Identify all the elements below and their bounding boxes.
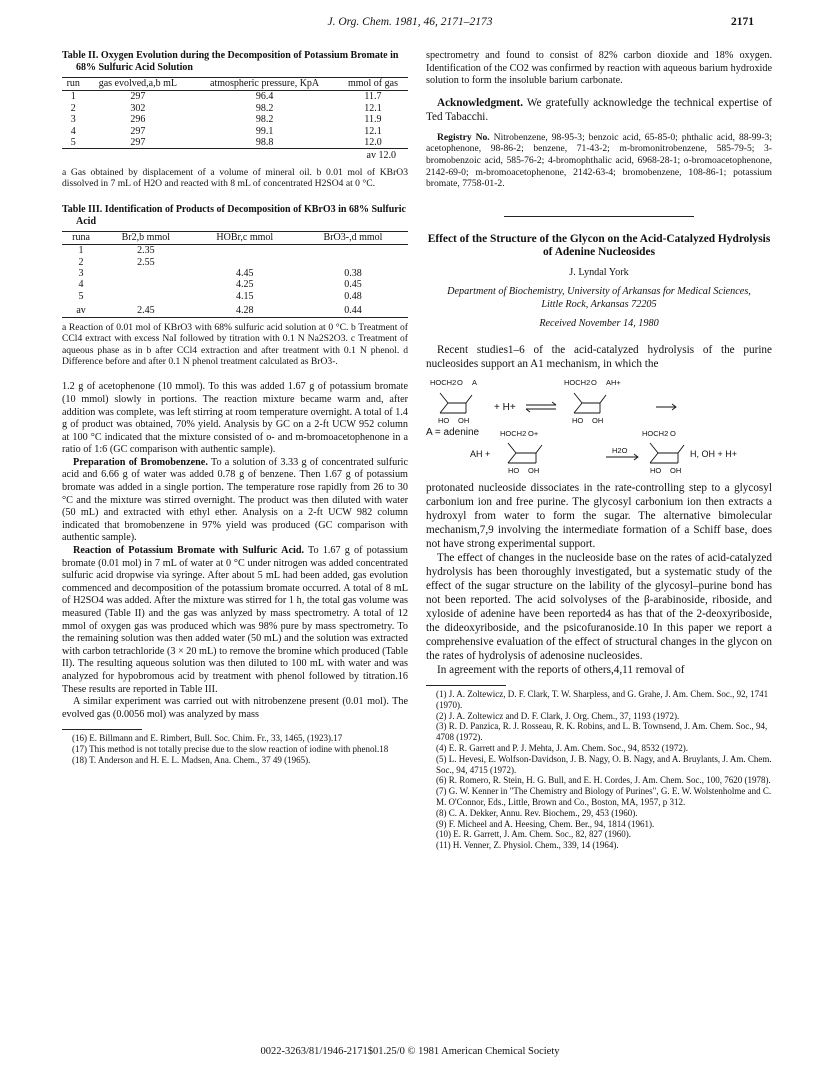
- paragraph-intro: Recent studies1–6 of the acid-catalyzed hydrolysis of the purine nucleosides support an A1 mechanism, in which the: [426, 343, 772, 370]
- paragraph-bromobenzene-text: To a solution of 3.33 g of concentrated sulfuric acid and 6.66 g of water was added 0.78 g of benzene. Then 1.67 g of potassium bromate was added in a single portion. The temperature rose rapidly from 26 to 30 °C and the mixture was stirred overnight. The product was then diluted with water (50 mL) and extracted with ethyl ether. Analysis on a 2-ft UCW 982 column indicated that bromobenzene in 97% yield was produced (GC comparison with authentic sample).: [62, 456, 408, 544]
- scheme-ho-4: HO: [650, 465, 662, 475]
- table-cell: 296: [130, 114, 146, 126]
- table2: [62, 77, 408, 149]
- footnote: (9) F. Micheel and A. Heesing, Chem. Ber., 94, 1814 (1961).: [436, 818, 655, 829]
- right-column: [426, 50, 772, 851]
- table-cell: 297: [130, 91, 146, 103]
- table-cell: 297: [130, 137, 146, 149]
- table-cell: av: [76, 305, 86, 317]
- table-cell: 4.15: [236, 290, 254, 302]
- scheme-a: A: [472, 377, 478, 387]
- table2-caption: Table II. Oxygen Evolution during the Decomposition of Potassium Bromate in 68% Sulfuric Acid Solution: [62, 50, 399, 73]
- table-cell: 11.9: [364, 114, 382, 126]
- table-cell: 0.48: [344, 290, 362, 302]
- table-cell: 5: [78, 290, 84, 302]
- table-average-row: [62, 302, 408, 317]
- footnote: (2) J. A. Zoltewicz and D. F. Clark, J. Org. Chem., 37, 1193 (1972).: [436, 710, 680, 721]
- footnote-divider-right: [426, 685, 506, 686]
- footnote: (3) R. D. Panzica, R. J. Rosseau, R. K. Robins, and L. B. Townsend, J. Am. Chem. Soc., 94, 4708 (1972).: [436, 721, 768, 743]
- footnote: (5) L. Hevesi, E. Wolfson-Davidson, J. B. Nagy, O. B. Nagy, and A. Bruylants, J. Am. Chem. Soc., 94, 4715 (1972).: [436, 753, 772, 775]
- table-row: [62, 257, 408, 268]
- footnote: (18) T. Anderson and H. E. L. Madsen, Ana. Chem., 37 49 (1965).: [72, 754, 311, 765]
- table-cell: [100, 268, 192, 279]
- scheme-ring-o-4: O: [670, 428, 676, 438]
- scheme-ho-2: HO: [572, 415, 584, 425]
- table-row: [62, 91, 408, 103]
- received-date: Received November 14, 1980: [539, 318, 659, 330]
- paragraph-spectrometry: spectrometry and found to consist of 82% carbon dioxide and 18% oxygen. Identification of the CO2 was confirmed by reaction with aqueous barium hydroxide solution to form the insoluble barium carbonate.: [426, 50, 772, 87]
- table-cell: 4.25: [236, 279, 254, 291]
- footnote: (10) E. R. Garrett, J. Am. Chem. Soc., 82, 827 (1960).: [436, 829, 631, 840]
- paragraph-nitrobenzene: A similar experiment was carried out with nitrobenzene present (0.01 mol). The evolved gas (0.0056 mol) was analyzed by mass: [62, 696, 408, 720]
- registry-numbers: [426, 132, 772, 190]
- right-footnotes: [426, 689, 772, 851]
- table-cell: 12.1: [364, 102, 382, 114]
- table-cell: [298, 245, 408, 257]
- table3: [62, 231, 408, 318]
- footnote: (16) E. Billmann and E. Rimbert, Bull. Soc. Chim. Fr., 33, 1465, (1923).17: [72, 733, 343, 744]
- footnote: (11) H. Venner, Z. Physiol. Chem., 339, 14 (1964).: [436, 840, 619, 851]
- table3-header-cell: Br2,b mmol: [100, 231, 192, 244]
- scheme-hoch2-2: HOCH2: [564, 377, 591, 387]
- acknowledgment-text: We gratefully acknowledge the technical expertise of Ted Tabacchi.: [426, 96, 772, 123]
- table-cell: [100, 291, 192, 302]
- table-cell: [298, 257, 408, 268]
- table-cell: 2: [70, 102, 76, 114]
- hydrolysis-scheme: [426, 373, 772, 477]
- footnote: (17) This method is not totally precise due to the slow reaction of iodine with phenol.18: [72, 744, 389, 755]
- table-row: [62, 245, 408, 257]
- table2-header-cell: mmol of gas: [338, 78, 408, 91]
- table2-header-cell: atmospheric pressure, KpA: [191, 78, 338, 91]
- table-cell: 302: [130, 102, 146, 114]
- table-cell: [192, 257, 298, 268]
- table2-header-cell: gas evolved,a,b mL: [84, 78, 191, 91]
- article-title: Effect of the Structure of the Glycon on the Acid-Catalyzed Hydrolysis of Adenine Nucleosides: [427, 232, 771, 259]
- table-cell: 0.45: [344, 279, 362, 291]
- scheme-oh-4: OH: [670, 465, 682, 475]
- page-footer: 0022-3263/81/1946-2171$01.25/0 © 1981 American Chemical Society: [260, 1046, 560, 1057]
- table-cell: 99.1: [255, 125, 274, 137]
- sugar-ring-4: [650, 443, 684, 463]
- section-head-bromobenzene: Preparation of Bromobenzene.: [73, 456, 208, 468]
- scheme-oh-1: OH: [458, 415, 470, 425]
- table-row: [62, 114, 408, 125]
- forward-arrow-1: [656, 404, 676, 410]
- scheme-hoch2-1: HOCH2: [430, 377, 457, 387]
- table-cell: 12.1: [364, 125, 382, 137]
- article-divider: [504, 216, 694, 217]
- footnote: (4) E. R. Garrett and P. J. Mehta, J. Am. Chem. Soc., 94, 8532 (1972).: [436, 742, 688, 753]
- scheme-ring-o-1: O: [457, 377, 463, 387]
- table3-header-cell: BrO3-,d mmol: [298, 231, 408, 244]
- table3-header-cell: HOBr,c mmol: [192, 231, 298, 244]
- table2-average: av 12.0: [366, 150, 396, 162]
- table-cell: 98.8: [255, 137, 274, 149]
- table-cell: 1: [78, 245, 84, 257]
- table-cell: 0.38: [344, 268, 362, 280]
- paragraph-mechanism: protonated nucleoside dissociates in the rate-controlling step to a glycosyl carbonium ion and free purine. The glycosyl carbonium ion then extracts a hydroxyl from water to form the sugar. The alternative bimolecular mechanism,7,9 involving the intermediate formation of a Schiff base, does not have strong experimental support.: [426, 481, 772, 550]
- registry-head: Registry No.: [437, 131, 490, 143]
- table-cell: 2.35: [137, 245, 155, 257]
- sugar-ring-3: [508, 443, 542, 463]
- footnote-divider: [62, 729, 142, 730]
- scheme-products: H, OH + H+: [690, 448, 738, 459]
- table2-header-cell: run: [62, 78, 84, 91]
- paragraph-agreement: In agreement with the reports of others,4,11 removal of: [437, 663, 685, 676]
- table-cell: [192, 245, 298, 257]
- registry-text: Nitrobenzene, 98-95-3; benzoic acid, 65-85-0; phthalic acid, 88-99-3; acetophenone, 98-86-2; benzene, 71-43-2; m-bromonitrobenzene, 585-79-5; 3-bromobenzoic acid, 585-76-2; 4-bromophthalic acid, 6968-28-1; o-bromoacetophenone, 2142-69-0; m-bromoacetophenone, 2142-63-4; bromobenzene, 108-86-1; potassium bromate, 7758-01-2.: [426, 131, 773, 190]
- table-row: [62, 103, 408, 114]
- scheme-ho-1: HO: [438, 415, 450, 425]
- table-cell: 4.28: [236, 305, 254, 317]
- table-cell: 98.2: [255, 102, 274, 114]
- author: J. Lyndal York: [569, 266, 629, 278]
- affiliation: Department of Biochemistry, University of Arkansas for Medical Sciences, Little Rock, Arkansas 72205: [447, 286, 751, 310]
- table3-header-cell: runa: [62, 231, 100, 244]
- table-cell: 4.45: [236, 268, 254, 280]
- table-cell: 297: [130, 125, 146, 137]
- table-row: [62, 279, 408, 290]
- paragraph-bromobenzene: [62, 457, 408, 545]
- table3-caption: Table III. Identification of Products of Decomposition of KBrO3 in 68% Sulfuric Acid: [62, 203, 406, 227]
- sugar-ring-1: [440, 393, 472, 413]
- table-row: [62, 126, 408, 137]
- scheme-oh-3: OH: [528, 465, 540, 475]
- scheme-ring-o-2: O: [591, 377, 597, 387]
- table-cell: 12.0: [364, 137, 382, 149]
- scheme-ah-plus: AH +: [470, 448, 491, 459]
- table-row: [62, 137, 408, 149]
- table-cell: 3: [70, 114, 76, 126]
- scheme-a-equals: A = adenine: [426, 426, 480, 438]
- table-cell: 2.55: [137, 256, 155, 268]
- page-number: 2171: [731, 16, 754, 28]
- paragraph-bromate-reaction: [62, 545, 408, 696]
- scheme-plus-h: + H+: [494, 401, 516, 413]
- scheme-ring-o-3: O+: [528, 428, 539, 438]
- acknowledgment-head: Acknowledgment.: [437, 96, 524, 109]
- table-cell: 2.45: [137, 305, 155, 317]
- table-cell: 4: [70, 125, 76, 137]
- table-cell: 11.7: [364, 91, 382, 103]
- journal-citation: J. Org. Chem. 1981, 46, 2171–2173: [327, 16, 493, 28]
- paragraph-bromate-text: To 1.67 g of potassium bromate (0.01 mol) in 7 mL of water at 0 °C under nitrogen was added concentrated sulfuric acid dropwise via syringe. After about 5 mL had been added, gas evolution commenced and decomposition of the potassium bromate occurred. A total of 8 mL of H2SO4 was added. After the mixture was stirred for 1 h, the total gas volume was measured (Table II) and the gas was anlyzed by mass spectrometry. A total of 12 mmol of oxygen gas was produced which was 98% pure by mass spectrometry. To the remaining solution was then added water (50 mL) and the solution was extracted with carbon tetrachloride (3 × 20 mL) to remove the bromine which produced (Table II). The resulting aqueous solution was then diluted to 100 mL with water and was analyzed for hypobromous acid by treatment with phenol followed by titration.16 These results are reported in Table III.: [62, 545, 408, 695]
- left-footnotes: [62, 733, 408, 765]
- table3-footnote: a Reaction of 0.01 mol of KBrO3 with 68% sulfuric acid solution at 0 °C. b Treatment of CCl4 extract with excess NaI followed by titration with 0.1 N Na2S2O3. c Treatment of aqueous phase as in b after CCl4 extraction and after treatment with 0.1 N phenol. d Difference before and after 0.1 N phenol treatment calculated as BrO3-.: [62, 321, 408, 367]
- table2-footnote: a Gas obtained by displacement of a volume of mineral oil. b 0.01 mol of KBrO3 dissolved in 7 mL of H2O and reacted with 8 mL of concentrated H2SO4 at 0 °C.: [62, 167, 408, 190]
- acknowledgment: [426, 96, 772, 124]
- sugar-ring-2: [574, 393, 606, 413]
- section-head-bromate: Reaction of Potassium Bromate with Sulfuric Acid.: [73, 545, 305, 557]
- footnote: (6) R. Romero, R. Stein, H. G. Bull, and E. H. Cordes, J. Am. Chem. Soc., 100, 7620 (1978).: [436, 775, 771, 786]
- running-header: [0, 16, 820, 32]
- left-column: [62, 50, 408, 766]
- table-cell: 98.2: [255, 114, 274, 126]
- footnote: (8) C. A. Dekker, Annu. Rev. Biochem., 29, 453 (1960).: [436, 807, 638, 818]
- equilibrium-arrow: [526, 402, 556, 412]
- scheme-hoch2-4: HOCH2: [642, 428, 669, 438]
- scheme-ah: AH+: [606, 377, 621, 387]
- scheme-ho-3: HO: [508, 465, 520, 475]
- footnote: (1) J. A. Zoltewicz, D. F. Clark, T. W. Sharpless, and G. Grahe, J. Am. Chem. Soc., 92, 1741 (1970).: [436, 688, 769, 710]
- table-cell: 3: [78, 268, 84, 280]
- table-cell: 1: [70, 91, 76, 103]
- scheme-hoch2-3: HOCH2: [500, 428, 527, 438]
- table-row: [62, 268, 408, 279]
- table-row: [62, 291, 408, 302]
- table-cell: 4: [78, 279, 84, 291]
- scheme-oh-2: OH: [592, 415, 604, 425]
- table-cell: 0.44: [344, 305, 362, 317]
- table-cell: [100, 279, 192, 290]
- footnote: (7) G. W. Kenner in "The Chemistry and Biology of Purines", G. E. W. Wolstenholme and C. M. O'Connor, Eds., Little, Brown and Co., Boston, MA, 1957, p 312.: [436, 786, 772, 807]
- scheme-h2o: H2O: [612, 445, 628, 455]
- table-cell: 96.4: [255, 91, 274, 103]
- table-cell: 5: [70, 137, 76, 149]
- table-cell: 2: [78, 256, 84, 268]
- paragraph-acetophenone: 1.2 g of acetophenone (10 mmol). To this was added 1.67 g of potassium bromate (10 mmol) slowly in portions. The reaction mixture became warm and, after addition was complete, was left stirring at room temperature overnight. A total of 1.4 g of product was obtained, 70% yield. Analysis by GC on a 2-ft UCW 952 column at 100 °C indicated that the mixture consisted of o- and m-bromoacetophenone in a ratio of 1:6 (GC comparison with authentic sample).: [62, 381, 408, 456]
- paragraph-base-effects: The effect of changes in the nucleoside base on the rates of acid-catalyzed hydrolysis has been thoroughly investigated, but a systematic study of the effect of the sugar structure on the lability of the glycosyl–purine bond has not been reported. The acid solvolyses of the β-arabinoside, riboside, and xyloside of adenine have been reported4 as has that of the 2-deoxyriboside, the dideoxyriboside, and the psicofuranoside.10 In this paper we report a comprehensive evaluation of the effect of structural changes in the glycon on the rates of hydrolysis of adenosine nucleosides.: [426, 551, 772, 662]
